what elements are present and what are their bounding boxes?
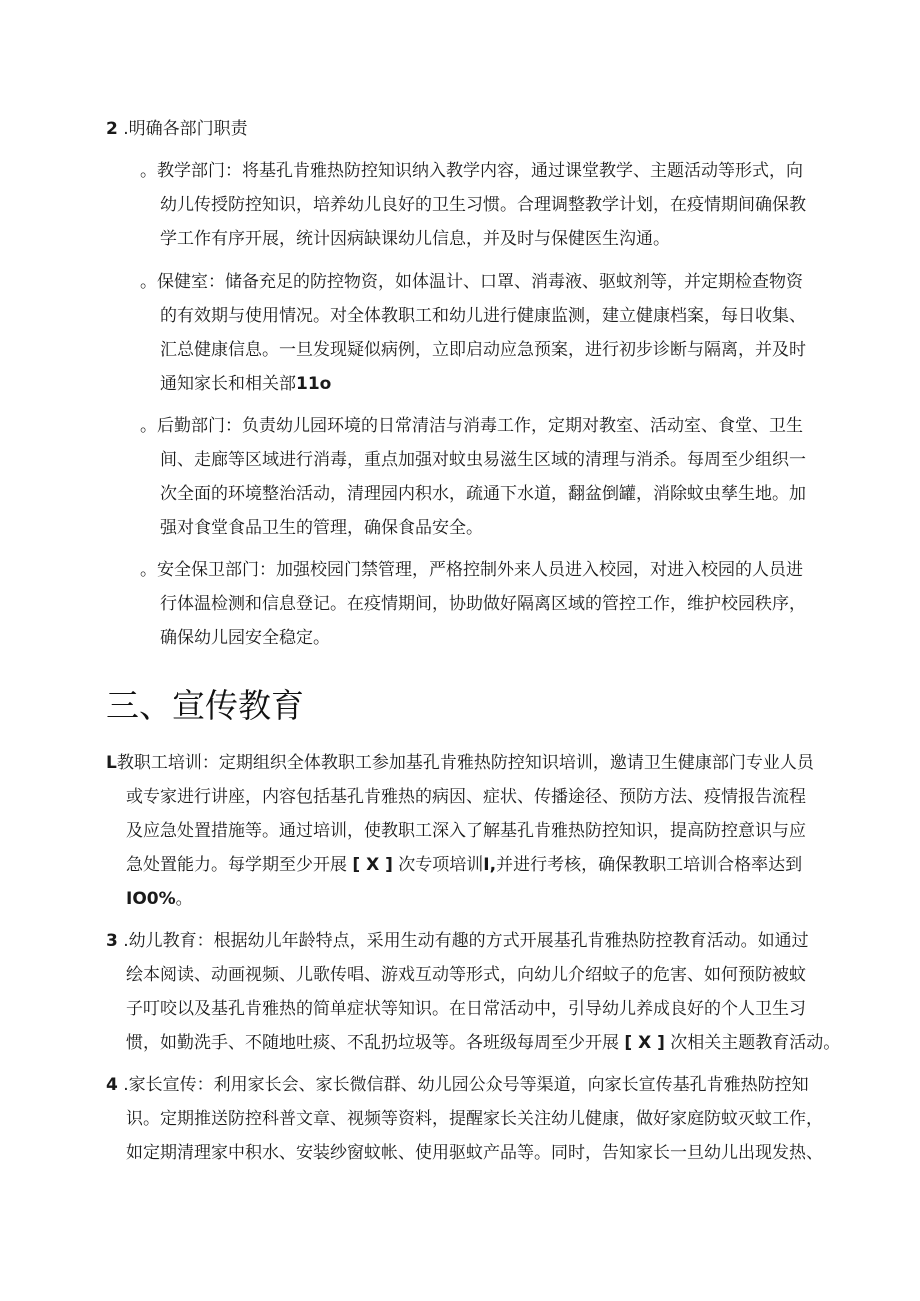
dept-logistics-line-3: 次全面的环境整治活动，清理园内积水，疏通下水道，翻盆倒罐，消除蚊虫孳生地。加 — [160, 484, 806, 504]
staff-training-count-placeholder: [ X ] — [352, 855, 393, 875]
child-education-line-4 — [126, 1032, 840, 1054]
staff-training-line-4 — [126, 854, 802, 876]
dept-logistics-line-1: 。后勤部门：负责幼儿园环境的日常清洁与消毒工作，定期对教室、活动室、食堂、卫生 — [140, 416, 803, 436]
dept-health-line-2: 的有效期与使用情况。对全体教职工和幼儿进行健康监测，建立健康档案，每日收集、 — [160, 306, 806, 326]
child-education-line-1-text: .幼儿教育：根据幼儿年龄特点，采用生动有趣的方式开展基孔肯雅热防控教育活动。如通过 — [123, 931, 809, 951]
child-education-line-4-c: 次相关主题教育活动。 — [670, 1033, 841, 1053]
dept-teaching-line-3: 学工作有序开展，统计因病缺课幼儿信息，并及时与保健医生沟通。 — [160, 229, 670, 249]
dept-teaching-line-1: 。教学部门：将基孔肯雅热防控知识纳入教学内容，通过课堂教学、主题活动等形式，向 — [140, 161, 803, 181]
parent-promotion-number: 4 — [106, 1075, 118, 1095]
parent-promotion-line-1-text: .家长宣传：利用家长会、家长微信群、幼儿园公众号等渠道，向家长宣传基孔肯雅热防控知 — [123, 1075, 809, 1095]
section-2-title — [106, 118, 248, 140]
child-education-number: 3 — [106, 931, 118, 951]
dept-logistics-line-4: 强对食堂食品卫生的管理，确保食品安全。 — [160, 518, 483, 538]
staff-training-line-4-a: 急处置能力。每学期至少开展 — [126, 855, 347, 875]
staff-training-line-5 — [126, 888, 193, 910]
staff-training-line-1-text: 教职工培训：定期组织全体教职工参加基孔肯雅热防控知识培训，邀请卫生健康部门专业人员 — [116, 753, 814, 773]
staff-training-line-4-c: 次专项培训 — [398, 855, 484, 875]
child-education-line-2: 绘本阅读、动画视频、儿歌传唱、游戏互动等形式，向幼儿介绍蚊子的危害、如何预防被蚊 — [126, 965, 806, 985]
child-education-line-3: 子叮咬以及基孔肯雅热的简单症状等知识。在日常活动中，引导幼儿养成良好的个人卫生习 — [126, 999, 806, 1019]
dept-health-line-4-ocr-tail: 11o — [296, 374, 332, 394]
staff-training-line-2: 或专家进行讲座，内容包括基孔肯雅热的病因、症状、传播途径、预防方法、疫情报告流程 — [126, 787, 806, 807]
dept-health-line-4-text: 通知家长和相关部 — [160, 374, 296, 394]
staff-training-line-5-tail: 。 — [175, 889, 193, 909]
section-2-title-text: .明确各部门职责 — [123, 119, 248, 139]
staff-training-line-4-d: I, — [483, 855, 497, 875]
staff-training-line-4-e: 并进行考核，确保教职工培训合格率达到 — [496, 855, 803, 875]
section-2-number: 2 — [106, 119, 118, 139]
staff-training-marker: L — [106, 753, 117, 773]
child-education-line-1 — [106, 930, 809, 952]
child-education-count-placeholder: [ X ] — [624, 1033, 665, 1053]
parent-promotion-line-1 — [106, 1074, 809, 1096]
parent-promotion-line-3: 如定期清理家中积水、安装纱窗蚊帐、使用驱蚊产品等。同时，告知家长一旦幼儿出现发热、 — [126, 1143, 823, 1163]
dept-health-line-4 — [160, 373, 331, 395]
dept-security-line-2: 行体温检测和信息登记。在疫情期间，协助做好隔离区域的管控工作，维护校园秩序， — [160, 594, 806, 614]
parent-promotion-line-2: 识。定期推送防控科普文章、视频等资料，提醒家长关注幼儿健康，做好家庭防蚊灭蚊工作， — [126, 1109, 823, 1129]
dept-teaching-line-2: 幼儿传授防控知识，培养幼儿良好的卫生习惯。合理调整教学计划，在疫情期间确保教 — [160, 195, 806, 215]
staff-training-line-1 — [106, 752, 814, 774]
dept-security-line-1: 。安全保卫部门：加强校园门禁管理，严格控制外来人员进入校园，对进入校园的人员进 — [140, 560, 803, 580]
staff-training-pass-rate: IO0% — [126, 889, 176, 909]
child-education-line-4-a: 惯，如勤洗手、不随地吐痰、不乱扔垃圾等。各班级每周至少开展 — [126, 1033, 619, 1053]
dept-health-line-1: 。保健室：储备充足的防控物资，如体温计、口罩、消毒液、驱蚊剂等，并定期检查物资 — [140, 272, 803, 292]
dept-logistics-line-2: 间、走廊等区域进行消毒，重点加强对蚊虫易滋生区域的清理与消杀。每周至少组织一 — [160, 450, 806, 470]
section-3-heading: 三、宣传教育 — [106, 686, 304, 725]
dept-health-line-3: 汇总健康信息。一旦发现疑似病例，立即启动应急预案，进行初步诊断与隔离，并及时 — [160, 340, 806, 360]
dept-security-line-3: 确保幼儿园安全稳定。 — [160, 628, 330, 648]
staff-training-line-3: 及应急处置措施等。通过培训，使教职工深入了解基孔肯雅热防控知识，提高防控意识与应 — [126, 821, 806, 841]
